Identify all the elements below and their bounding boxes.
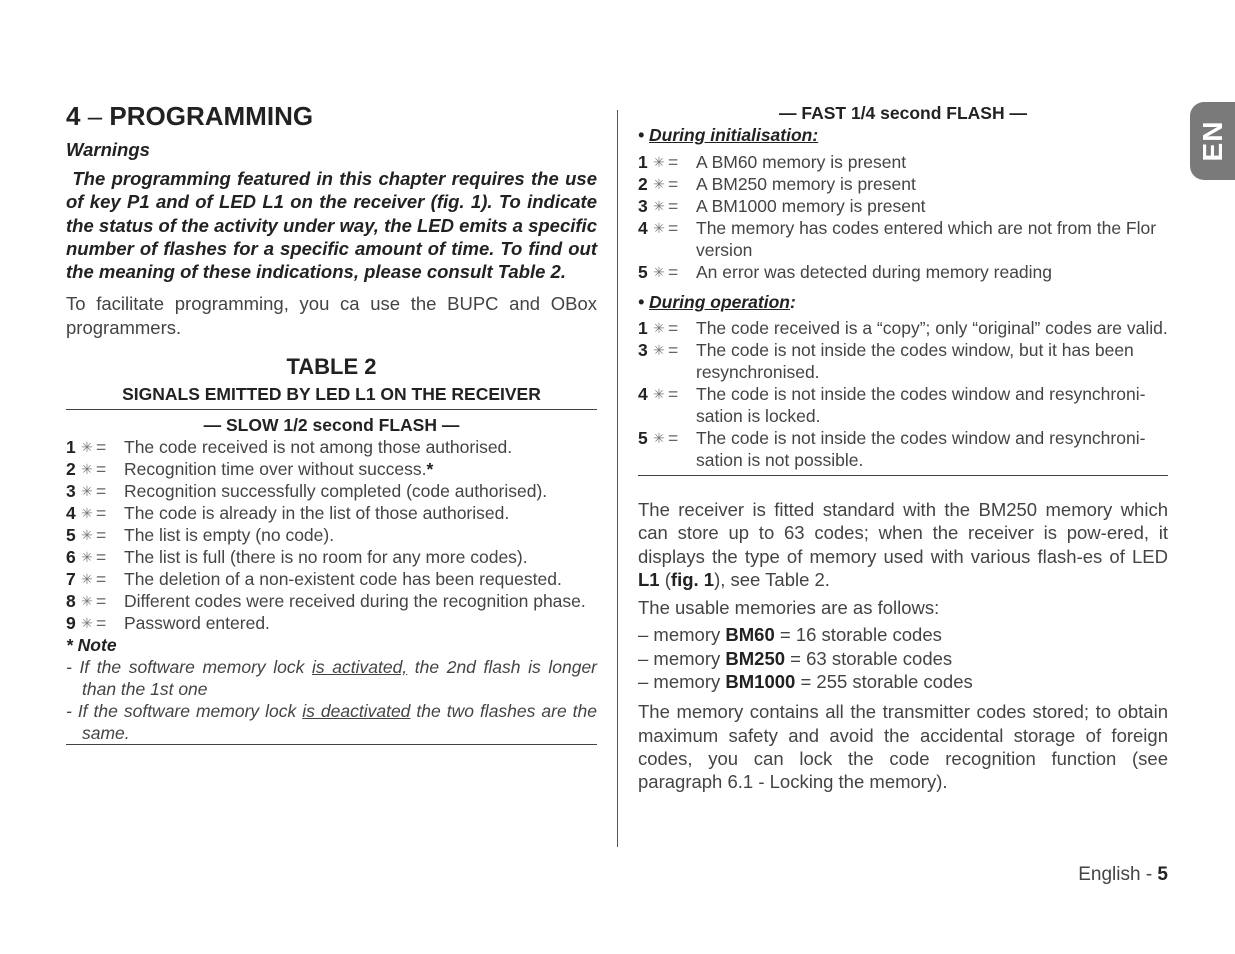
flash-icon: ✳ [81,461,93,478]
equals-sign: = [668,218,679,238]
signal-meaning: Different codes were received during the recognition phase. [124,591,586,612]
signal-meaning: A BM60 memory is present [696,152,907,172]
init-heading [638,124,1168,146]
slow-flash-item [66,458,597,480]
slow-flash-item [66,524,597,546]
slow-flash-list [66,436,597,634]
equals-sign: = [668,174,679,194]
signal-meaning: The code is not inside the codes window and resynchroni-sation is locked. [696,384,1146,426]
memory-prefix: – memory [638,671,726,693]
op-flash-list [638,317,1168,476]
signal-meaning: The code received is not among those authorised. [124,437,513,458]
equals-sign: = [96,547,107,568]
left-column [66,100,597,745]
signal-meaning: The memory has codes entered which are not from the Flor version [696,218,1157,260]
flash-icon: ✳ [81,549,93,566]
init-label: During initialisation: [649,125,819,145]
heading-dash: – [87,101,103,131]
equals-sign: = [668,152,679,172]
signal-count: 2 [638,174,648,194]
memory-prefix: – memory [638,647,726,669]
receiver-text: ( [659,568,671,590]
signal-meaning: A BM1000 memory is present [696,196,926,216]
signal-count: 9 [66,613,76,634]
equals-sign: = [96,591,107,612]
signal-count: 5 [66,525,76,546]
flash-icon: ✳ [653,154,665,170]
equals-sign: = [96,525,107,546]
chapter-number: 4 [66,101,81,131]
op-flash-item [638,427,1168,471]
init-flash-item [638,217,1168,261]
init-flash-item [638,261,1168,283]
memory-name: BM250 [725,647,786,669]
signal-count: 4 [638,384,648,404]
signal-meaning: Password entered. [124,613,270,634]
fast-flash-heading: — FAST 1/4 second FLASH — [779,103,1027,123]
footnote-marker: * [426,459,434,480]
memory-item [638,647,1168,670]
fig-ref: fig. 1 [670,568,715,590]
chapter-heading [66,100,597,132]
memory-capacity: = 255 storable codes [795,671,973,693]
slow-flash-item [66,612,597,634]
page-number: 5 [1157,864,1168,885]
signal-meaning: The code is not inside the codes window, but it has been resynchronised. [696,340,1134,382]
memory-prefix: – memory [638,624,726,646]
usable-paragraph: The usable memories are as follows: [638,597,940,619]
note-title: * Note [66,635,117,656]
warnings-text-end: . [560,261,566,283]
signal-meaning: The deletion of a non-existent code has been requested. [124,569,562,590]
warnings-fig-ref: fig. 1 [436,191,482,213]
memory-contains-paragraph: The memory contains all the transmitter codes stored; to obtain maximum safety and avoid the accidental storage of foreign codes, you can lock the code recognition function (see paragraph 6.1 - Locking the memory). [638,701,1168,793]
language-tab-en [1190,102,1235,180]
note-text: the two flashes are the same. [82,701,597,744]
op-flash-item [638,317,1168,339]
equals-sign: = [668,196,679,216]
warnings-title: Warnings [66,139,150,160]
equals-sign: = [668,318,679,338]
signal-count: 5 [638,262,648,282]
warnings-table-ref: Table 2 [497,261,561,283]
memory-capacity: = 16 storable codes [774,624,942,646]
memory-list [638,623,1168,693]
language-tab-label: EN [1196,120,1228,162]
op-flash-item [638,339,1168,383]
note-underline: is activated, [312,657,408,678]
signal-meaning: An error was detected during memory reading [696,262,1053,282]
note-text: - If the software memory lock [66,701,303,722]
slow-flash-item [66,568,597,590]
receiver-text: ), see Table 2. [714,568,830,590]
flash-icon: ✳ [81,615,93,632]
warnings-text-part: ). To indicate the status of the activity under way, the LED emits a specific number of flashes for a specific amount of time. To find out the meaning of these indications, please consult [66,191,597,283]
init-flash-item [638,195,1168,217]
equals-sign: = [96,613,107,634]
table-title: TABLE 2 [286,354,377,380]
flash-icon: ✳ [81,571,93,588]
slow-flash-item [66,502,597,524]
flash-icon: ✳ [653,198,665,214]
signal-count: 3 [638,340,648,360]
slow-flash-heading: — SLOW 1/2 second FLASH — [203,415,460,436]
note-text: - If the software memory lock [66,657,313,678]
note-text: the 2nd flash is longer than the 1st one [82,657,598,700]
signal-meaning: The list is full (there is no room for any more codes). [124,547,528,568]
warnings-text [66,167,597,283]
flash-icon: ✳ [653,264,665,280]
bullet: • [638,292,645,312]
memory-item [638,623,1168,646]
slow-flash-item [66,590,597,612]
receiver-paragraph [638,498,1168,591]
flash-icon: ✳ [653,176,665,192]
slow-flash-item [66,480,597,502]
flash-icon: ✳ [653,220,665,236]
flash-icon: ✳ [81,527,93,544]
equals-sign: = [96,569,107,590]
flash-icon: ✳ [81,439,93,456]
signal-meaning: Recognition time over without success.* [124,459,434,480]
signal-count: 7 [66,569,76,590]
signal-meaning: The list is empty (no code). [124,525,335,546]
flash-icon: ✳ [653,342,665,358]
op-heading [638,291,1168,313]
receiver-text: The receiver is fitted standard with the BM250 memory which can store up to 63 codes; when the receiver is pow-ered, it displays the type of memory used with various flash-es of LED [638,499,1168,567]
memory-item [638,670,1168,693]
signal-meaning: The code is already in the list of those authorised. [124,503,510,524]
op-label: During operation [649,292,790,312]
equals-sign: = [96,437,107,458]
signal-meaning: The code is not inside the codes window and resynchroni-sation is not possible. [696,428,1146,470]
signal-count: 5 [638,428,648,448]
signal-count: 6 [66,547,76,568]
init-flash-item [638,173,1168,195]
signal-meaning: A BM250 memory is present [696,174,916,194]
equals-sign: = [96,459,107,480]
flash-icon: ✳ [81,505,93,522]
equals-sign: = [668,428,679,448]
note-item-2 [66,700,597,745]
signal-meaning: The code received is a “copy”; only “original” codes are valid. [696,318,1168,338]
bullet: • [638,125,645,145]
signal-count: 4 [638,218,648,238]
signal-meaning: Recognition successfully completed (code authorised). [124,481,548,502]
signal-count: 4 [66,503,76,524]
memory-name: BM60 [725,624,775,646]
memory-name: BM1000 [725,671,796,693]
equals-sign: = [668,384,679,404]
equals-sign: = [96,503,107,524]
table-subtitle: SIGNALS EMITTED BY LED L1 ON THE RECEIVER [66,383,597,410]
signal-count: 2 [66,459,76,480]
note-underline: is deactivated [302,701,411,722]
equals-sign: = [96,481,107,502]
note-item-1 [66,656,597,700]
signal-count: 3 [638,196,648,216]
facilitate-paragraph: To facilitate programming, you ca use the BUPC and OBox programmers. [66,293,597,338]
warnings-text-part: The programming featured in this chapter requires the use of key P1 and of LED L1 on the receiver ( [66,168,597,213]
signal-count: 1 [638,318,648,338]
column-divider [617,110,618,847]
equals-sign: = [668,262,679,282]
led-ref: L1 [638,568,660,590]
memory-capacity: = 63 storable codes [785,647,953,669]
init-flash-item [638,151,1168,173]
slow-flash-item [66,546,597,568]
signal-count: 1 [66,437,76,458]
slow-flash-item [66,436,597,458]
flash-icon: ✳ [81,593,93,610]
flash-icon: ✳ [653,386,665,402]
signal-count: 3 [66,481,76,502]
page-footer [1078,864,1168,886]
chapter-title: PROGRAMMING [109,101,314,131]
equals-sign: = [668,340,679,360]
signal-count: 8 [66,591,76,612]
op-colon: : [789,292,796,312]
op-flash-item [638,383,1168,427]
flash-icon: ✳ [653,430,665,446]
signal-count: 1 [638,152,648,172]
right-column [638,100,1168,794]
flash-icon: ✳ [653,320,665,336]
flash-icon: ✳ [81,483,93,500]
footer-language: English - [1078,864,1158,885]
init-flash-list [638,151,1168,283]
